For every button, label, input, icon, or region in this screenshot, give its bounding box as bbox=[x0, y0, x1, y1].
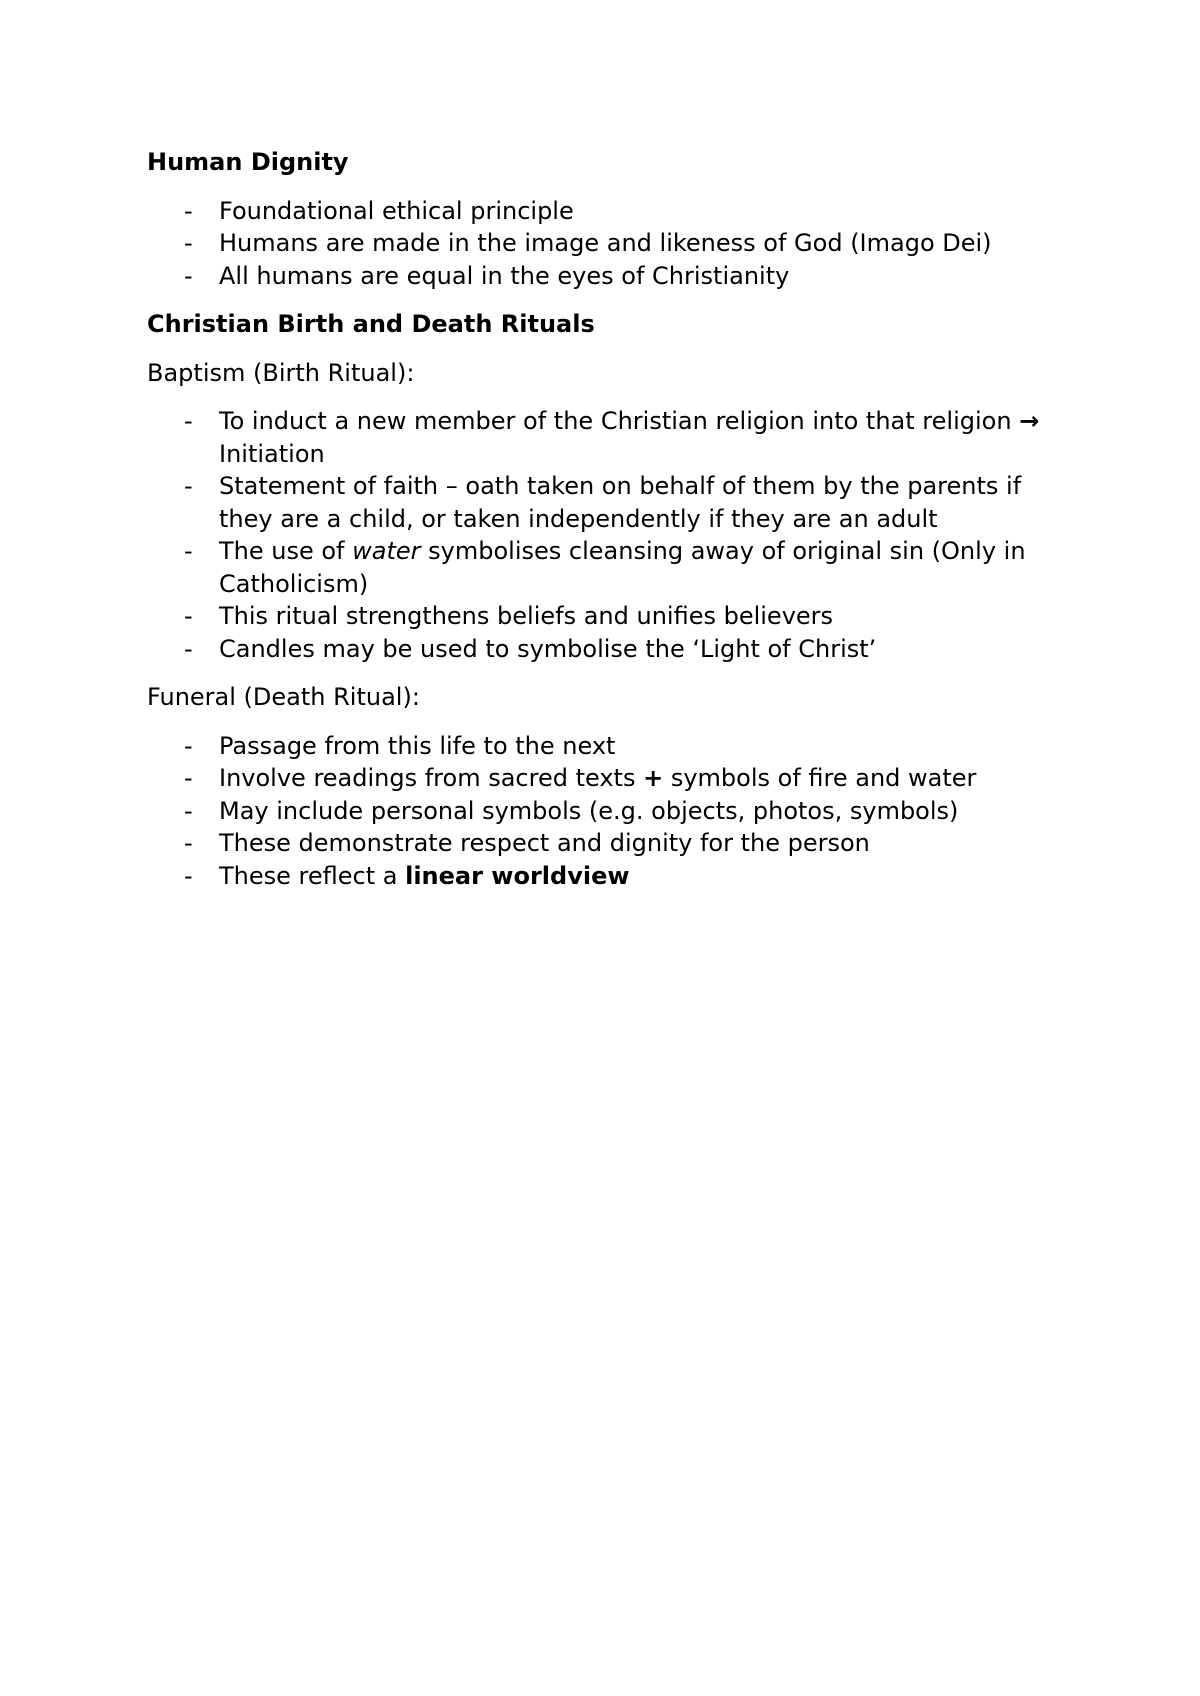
bullet-dash: - bbox=[184, 537, 193, 565]
list-item-text: symbolises cleansing away of original sin (Only in bbox=[420, 537, 1026, 565]
list-item-text: Humans are made in the image and likeness of God (Imago Dei) bbox=[219, 229, 992, 257]
bullet-dash: - bbox=[184, 796, 193, 825]
list-item-text: To induct a new member of the Christian religion into that religion bbox=[219, 407, 1012, 435]
bullet-dash: - bbox=[184, 634, 193, 663]
list-item-text-continued: they are a child, or taken independently if they are an adult bbox=[219, 504, 938, 533]
list-item bbox=[147, 795, 1107, 828]
plus-icon: + bbox=[643, 764, 664, 792]
bullet-dash: - bbox=[184, 229, 193, 257]
arrow-right-icon: → bbox=[1019, 407, 1040, 435]
list-item-text: symbols of fire and water bbox=[663, 764, 977, 792]
list-item bbox=[147, 535, 1107, 600]
subheading-baptism: Baptism (Birth Ritual): bbox=[147, 358, 415, 387]
list-item bbox=[147, 227, 1107, 260]
list-item bbox=[147, 762, 1107, 795]
list-item-text: May include personal symbols (e.g. objects, photos, symbols) bbox=[219, 796, 959, 825]
list-item bbox=[147, 195, 1107, 228]
list-item bbox=[147, 470, 1107, 535]
emphasis-water: water bbox=[352, 537, 421, 565]
human-dignity-list bbox=[147, 195, 1107, 293]
list-item bbox=[147, 860, 1107, 893]
bullet-dash: - bbox=[184, 829, 193, 857]
list-item bbox=[147, 405, 1107, 470]
list-item-text: Involve readings from sacred texts bbox=[219, 764, 644, 792]
bullet-dash: - bbox=[184, 764, 193, 792]
bullet-dash: - bbox=[184, 861, 193, 890]
bullet-dash: - bbox=[184, 196, 193, 225]
bullet-dash: - bbox=[184, 261, 193, 290]
list-item bbox=[147, 730, 1107, 763]
list-item bbox=[147, 260, 1107, 293]
list-item-text-continued: Initiation bbox=[219, 439, 325, 468]
list-item bbox=[147, 600, 1107, 633]
list-item-text: These demonstrate respect and dignity for the person bbox=[219, 829, 870, 857]
list-item bbox=[147, 633, 1107, 666]
bullet-dash: - bbox=[184, 472, 193, 500]
bullet-dash: - bbox=[184, 602, 193, 630]
list-item-text: The use of bbox=[219, 537, 353, 565]
subheading-funeral: Funeral (Death Ritual): bbox=[147, 683, 420, 711]
list-item-text: This ritual strengthens beliefs and unifies believers bbox=[219, 602, 834, 630]
list-item-text: Statement of faith – oath taken on behalf of them by the parents if bbox=[219, 472, 1022, 500]
emphasis-linear-worldview: linear worldview bbox=[405, 861, 630, 890]
bullet-dash: - bbox=[184, 407, 193, 435]
heading-human-dignity: Human Dignity bbox=[147, 148, 349, 176]
document-page bbox=[147, 146, 1107, 908]
list-item-text: Passage from this life to the next bbox=[219, 731, 616, 760]
list-item-text: Foundational ethical principle bbox=[219, 196, 574, 225]
baptism-list bbox=[147, 405, 1107, 665]
funeral-list bbox=[147, 730, 1107, 893]
list-item-text: All humans are equal in the eyes of Christianity bbox=[219, 261, 790, 290]
heading-rituals: Christian Birth and Death Rituals bbox=[147, 310, 595, 338]
list-item bbox=[147, 827, 1107, 860]
bullet-dash: - bbox=[184, 731, 193, 760]
list-item-text: These reflect a bbox=[219, 861, 406, 890]
list-item-text: Candles may be used to symbolise the ‘Light of Christ’ bbox=[219, 634, 877, 663]
list-item-text-continued: Catholicism) bbox=[219, 569, 369, 598]
